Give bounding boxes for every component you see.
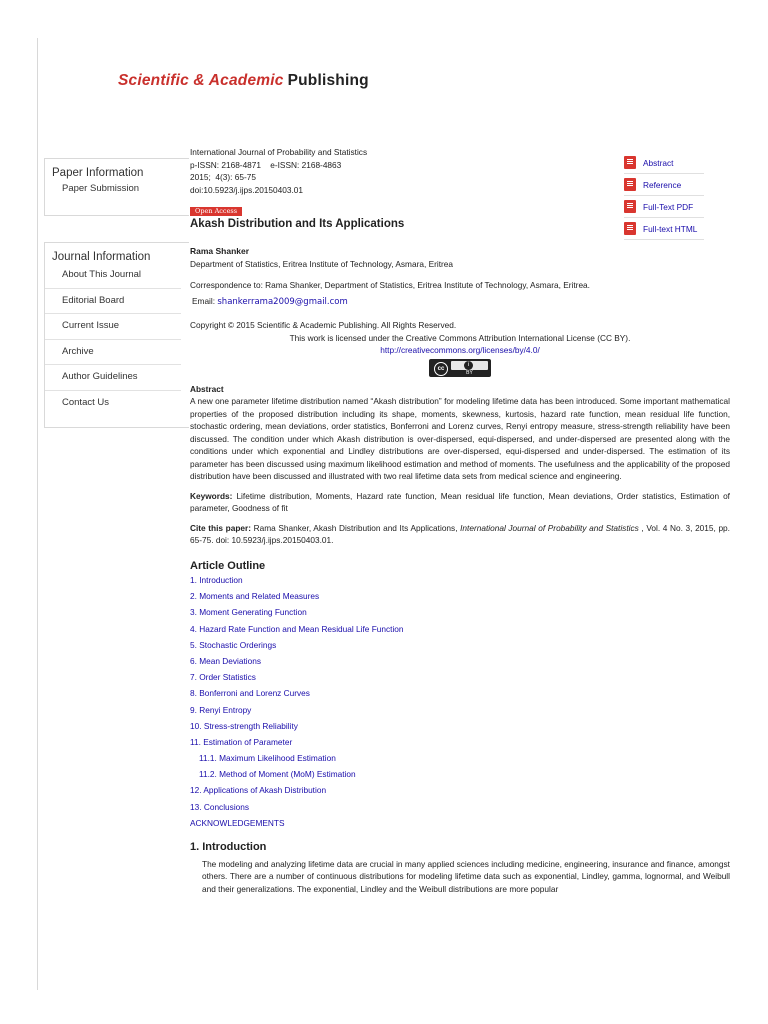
journal-information-heading: Journal Information (52, 251, 151, 263)
author-affiliation: Department of Statistics, Eritrea Institute of Technology, Asmara, Eritrea (190, 258, 454, 269)
outline-item[interactable]: 2. Moments and Related Measures (190, 591, 320, 602)
abstract-link[interactable]: Abstract (624, 152, 704, 174)
keywords-text: Lifetime distribution, Moments, Hazard rate function, Mean residual life function, Mean deviations, Order statistics, Estimation of parameter, Goodness of fit (190, 490, 730, 513)
cite-journal: International Journal of Probability and Statistics (460, 522, 639, 533)
introduction-heading: 1. Introduction (190, 841, 267, 853)
cc-by-badge[interactable] (429, 359, 491, 377)
journal-name: International Journal of Probability and Statistics (190, 147, 368, 157)
abstract-text: A new one parameter lifetime distribution named “Akash distribution” for modeling lifetime data has been introduced. Some important mathematical properties of the proposed distribution including its shape, moments, skewness, kurtosis, hazard rate function, mean residual life function, stochastic ordering, mean deviations, order statistics, Bonferroni and Lorenz curves, Renyi entropy measure, stress-strength reliability have been discussed. The condition under which Akash distribution is over-dispersed, equi-dispersed, and under-dispersed are presented along with the conditions under which exponential and Lindley distributions are over-dispersed, equi-dispersed and under-dispersed. The estimation of its parameter has been discussed using maximum likelihood estimation and method of moments. The usefulness and the applicability of the proposed distribution have been discussed and illustrated with two real lifetime data sets from medical science and engineering. (190, 396, 730, 481)
journal-doi: doi:10.5923/j.ijps.20150403.01 (190, 184, 304, 195)
keywords (190, 490, 730, 515)
introduction-text: The modeling and analyzing lifetime data are crucial in many applied sciences including medicine, engineering, insurance and finance, amongst others. There are a number of continuous distributions for modeling lifetime data such as exponential, Lindley, gamma, lognormal, and Weibull and their generalizations. The exponential, Lindley and the Weibull distributions are more popular (202, 858, 730, 894)
left-divider (37, 38, 38, 990)
paper-title: Akash Distribution and Its Applications (190, 217, 405, 230)
sidebar-item-archive[interactable]: Archive (45, 340, 181, 366)
reference-link[interactable]: Reference (624, 174, 704, 196)
article-outline (190, 572, 730, 831)
outline-item[interactable]: 9. Renyi Entropy (190, 704, 252, 715)
journal-volume: 2015; 4(3): 65-75 (190, 172, 256, 182)
keywords-label: Keywords: (190, 490, 233, 501)
outline-subitem[interactable]: 11.2. Method of Moment (MoM) Estimation (199, 769, 356, 780)
outline-item[interactable]: 8. Bonferroni and Lorenz Curves (190, 688, 310, 699)
paper-information-heading: Paper Information (52, 167, 144, 179)
outline-item[interactable]: 5. Stochastic Orderings (190, 639, 277, 650)
outline-item[interactable]: 6. Mean Deviations (190, 655, 262, 666)
article-main (190, 146, 730, 895)
cite-label: Cite this paper: (190, 522, 252, 533)
outline-item[interactable]: 1. Introduction (190, 575, 243, 585)
sidebar-item-contact-us[interactable]: Contact Us (62, 396, 109, 408)
publisher-logo[interactable]: Scientific & Academic Publishing (118, 72, 369, 89)
article-outline-heading: Article Outline (190, 559, 266, 572)
journal-information-panel (44, 242, 189, 428)
open-access-badge: Open Access (190, 207, 242, 216)
outline-item[interactable]: 7. Order Statistics (190, 672, 256, 683)
journal-issn: p-ISSN: 2168-4871 e-ISSN: 2168-4863 (190, 159, 342, 170)
cc-icon: cc (434, 362, 448, 376)
outline-item[interactable]: 3. Moment Generating Function (190, 607, 307, 618)
fulltext-pdf-link[interactable]: Full-Text PDF (624, 196, 704, 218)
sidebar-item-editorial-board[interactable]: Editorial Board (45, 289, 181, 315)
paper-information-panel (44, 158, 189, 216)
citation: Cite this paper: Rama Shanker, Akash Distribution and Its Applications, International Journal of Probability and Statistics , Vol. 4 No. 3, 2015, pp. 65-75. doi: 10.5923/j.ijps.20150403.01. (190, 522, 730, 545)
copyright: Copyright © 2015 Scientific & Academic Publishing. All Rights Reserved. (190, 320, 457, 330)
journal-meta (190, 146, 730, 196)
cc-by-label: BY (466, 369, 473, 376)
outline-item[interactable]: 11. Estimation of Parameter (190, 736, 293, 747)
sidebar-item-about[interactable]: About This Journal (45, 263, 181, 289)
author-email[interactable]: shankerrama2009@gmail.com (217, 296, 348, 307)
outline-item[interactable]: ACKNOWLEDGEMENTS (190, 817, 285, 828)
fulltext-html-link[interactable]: Full-text HTML (624, 218, 704, 240)
sidebar-item-author-guidelines[interactable]: Author Guidelines (45, 365, 181, 391)
outline-subitem[interactable]: 11.1. Maximum Likelihood Estimation (199, 753, 336, 764)
outline-item[interactable]: 4. Hazard Rate Function and Mean Residual Life Function (190, 623, 404, 634)
license-link[interactable]: http://creativecommons.org/licenses/by/4.0/ (380, 345, 540, 355)
outline-item[interactable]: 10. Stress-strength Reliability (190, 720, 298, 731)
author-name: Rama Shanker (190, 246, 250, 256)
sidebar-item-paper-submission[interactable]: Paper Submission (62, 183, 140, 194)
license-text: This work is licensed under the Creative Commons Attribution International License (CC BY). (289, 332, 631, 343)
outline-item[interactable]: 13. Conclusions (190, 801, 250, 812)
sidebar-item-current-issue[interactable]: Current Issue (45, 314, 181, 340)
outline-item[interactable]: 12. Applications of Akash Distribution (190, 785, 327, 796)
correspondence: Correspondence to: Rama Shanker, Department of Statistics, Eritrea Institute of Technology, Asmara, Eritrea. (190, 280, 590, 290)
email-label: Email: (192, 295, 216, 306)
abstract-heading: Abstract (190, 383, 224, 394)
person-icon: i (464, 361, 473, 370)
